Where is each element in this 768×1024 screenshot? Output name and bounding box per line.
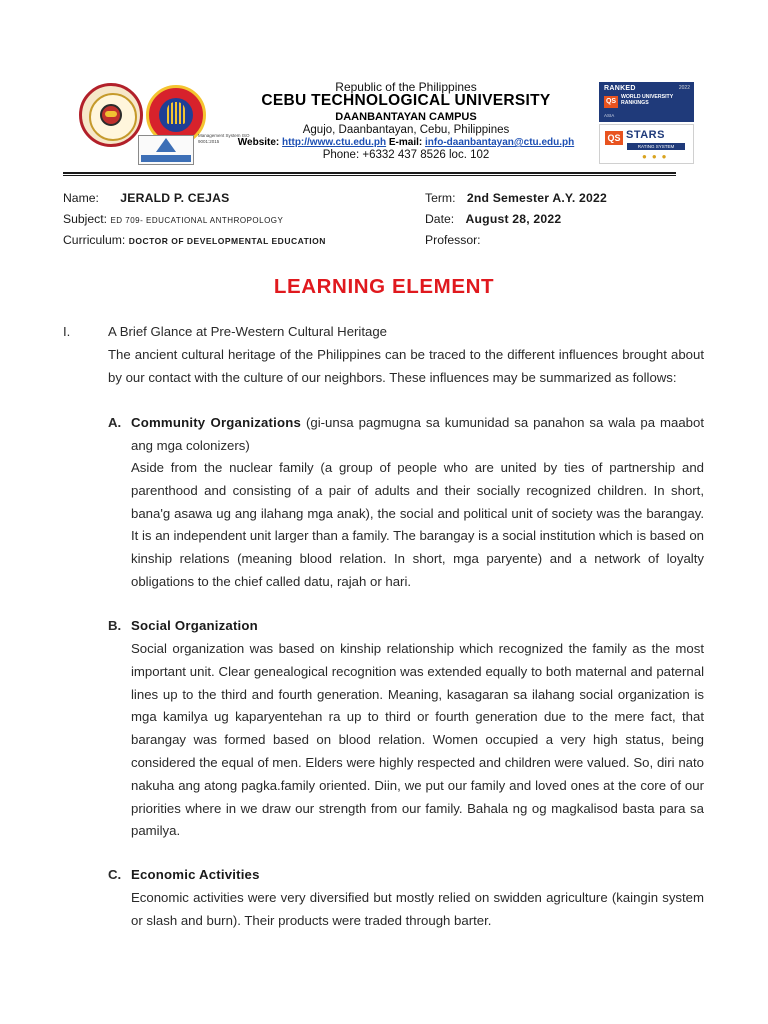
campus-address: Agujo, Daanbantayan, Cebu, Philippines [302,124,510,136]
item-c-title: Economic Activities [131,867,260,882]
item-a-subtitle: (gi-unsa pagmugna sa kumunidad sa panahon sa wala pa maabot ang mga colonizers) [131,415,705,453]
rice-sheaf-icon [167,102,185,124]
item-b-heading [131,615,704,638]
item-b-body: Social organization was based on kinship relationship which recognized the family as the most important unit. Clear genealogical recognition was extended equally to both maternal and paternal lines up to the third and fourth generation. Meaning, kasagaran sa ilahang social organization is mga kamilya ug kaparyentehan ra up to third or fourth generation due to the mere fact, that barangay was formed based on blood relation. Women occupied a very high status, being considered the equal of men. Elders were highly respected and children were valued. So, diri nato nakuha ang atong pagka.family oriented. Diin, we put our family and loved ones at the core of our priorities where in we draw our strength from our family. Bahala ng og magkalisod basta para sa pamilya. [131,641,704,839]
item-c-letter: C. [108,867,122,882]
website-label: Website: [237,137,280,148]
name-label: Name: [63,191,99,205]
certification-mark-icon [156,138,176,152]
ranked-label: RANKED [604,85,636,92]
qs-ranked-badge [599,82,694,122]
term-label: Term: [425,191,456,205]
stars-label: STARS [626,129,665,141]
republic-line: Republic of the Philippines [335,80,477,94]
badge-strip [141,155,191,162]
item-c-heading [131,864,704,887]
ranking-name: WORLD UNIVERSITY RANKINGS [621,94,674,106]
header-divider-thick [63,172,676,174]
section-heading: A Brief Glance at Pre-Western Cultural Heritage [108,324,388,339]
header-divider-thin [63,175,676,176]
university-name: CEBU TECHNOLOGICAL UNIVERSITY [261,92,551,109]
ranked-year: 2022 [678,85,690,91]
curriculum-value: DOCTOR OF DEVELOPMENTAL EDUCATION [128,236,326,246]
ctu-seal-logo [79,83,143,147]
curriculum-label: Curriculum: [63,233,126,247]
qs-stars-badge [599,124,694,164]
item-b-letter: B. [108,618,122,633]
iso-certification-badge [138,135,194,165]
date-label: Date: [425,212,455,226]
section-number: I. [63,324,71,339]
iso-text: Management System ISO 9001:2015 [198,133,250,144]
term-value: 2nd Semester A.Y. 2022 [466,191,607,205]
item-a-body: Aside from the nuclear family (a group of people who are united by ties of partnership and parenthood and consisting of a pair of adults and their socially recognized children. In short, bana'g asawa ug ang ilahang mga anak), the social and political unit of society was the barangay. It is an independent unit larger than a family. The barangay is a social institution which is based on kinship relations (meaning blood relation. In short, mga paryente) and a network of loyalty obligations to the chief called datu, rajah or hari. [131,460,704,589]
seal-lamp-icon [105,111,117,117]
document-title: LEARNING ELEMENT [273,275,495,298]
item-a-title: Community Organizations [131,415,302,430]
email-label: E-mail: [388,137,423,148]
phone-line: Phone: +6332 437 8526 loc. 102 [322,149,490,161]
ranking-region: ASIA [604,113,615,118]
subject-row [63,212,283,226]
email-link[interactable]: info-daanbantayan@ctu.edu.ph [425,137,575,148]
name-value: JERALD P. CEJAS [120,191,230,205]
rating-system-label: RATING SYSTEM [627,143,685,150]
subject-label: Subject: [63,212,108,226]
professor-label: Professor: [425,233,481,247]
qs-stars-logo-icon: QS [605,131,623,145]
name-row [63,191,229,205]
item-c-body: Economic activities were very diversified but mostly relied on swidden agriculture (kaingin system or slash and burn). Their products were traded through barter. [131,890,704,928]
qs-logo-icon: QS [604,96,618,108]
contact-line [216,137,596,148]
subject-value: ED 709- EDUCATIONAL ANTHROPOLOGY [110,216,284,225]
date-value: August 28, 2022 [465,212,562,226]
curriculum-row [63,233,326,247]
star-dots-icon: ●●● [642,152,672,161]
date-row [425,212,561,226]
item-b-title: Social Organization [131,618,258,633]
intro-paragraph: The ancient cultural heritage of the Philippines can be traced to the different influences brought about by our contact with the culture of our neighbors. These influences may be summarized as follows: [108,347,704,385]
item-a-heading [131,412,704,458]
website-link[interactable]: http://www.ctu.edu.ph [282,137,387,148]
campus-name: DAANBANTAYAN CAMPUS [335,111,477,123]
item-a-letter: A. [108,415,122,430]
term-row [425,191,607,205]
professor-row [425,233,481,247]
